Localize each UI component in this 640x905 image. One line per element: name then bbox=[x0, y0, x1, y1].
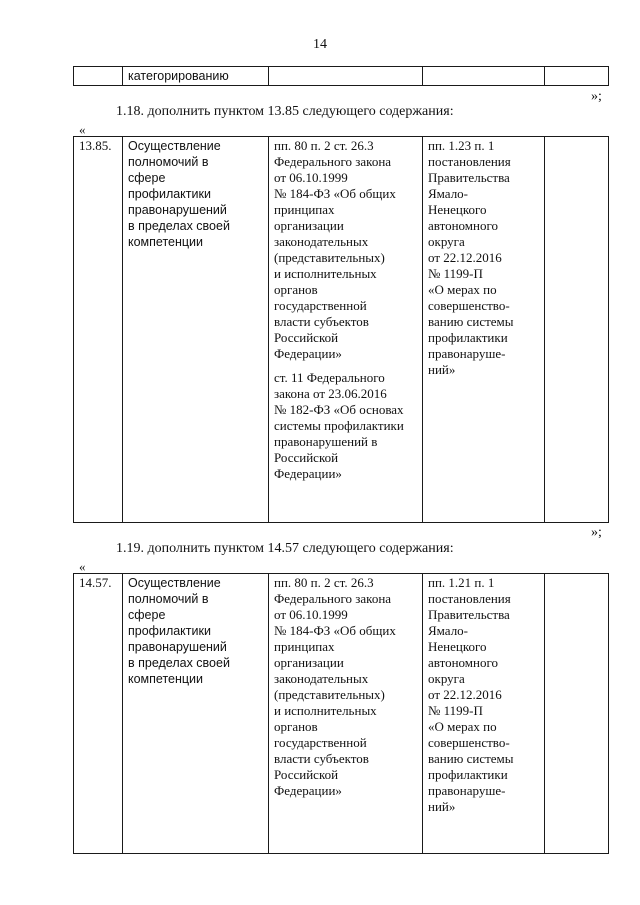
previous-table-tail bbox=[73, 66, 609, 86]
cell-basis: пп. 80 п. 2 ст. 26.3 Федерального закона от 06.10.1999 № 184-ФЗ «Об общих принципах организации законодательных (представительных) и исполнительных органов государственной власти субъектов Российской Федерации» bbox=[269, 574, 423, 854]
cell-regional: пп. 1.21 п. 1 постановления Правительства Ямало- Ненецкого автономного округа от 22.12.2016 № 1199-П «О мерах по совершенство- ванию системы профилактики правонаруше- ний» bbox=[423, 574, 545, 854]
table-row bbox=[74, 137, 609, 523]
cell-empty bbox=[545, 574, 609, 854]
page-number: 14 bbox=[313, 37, 327, 52]
cell-subject: категорированию bbox=[123, 67, 269, 86]
cell-basis bbox=[269, 67, 423, 86]
section-table bbox=[73, 573, 609, 854]
opening-quote: « bbox=[79, 122, 86, 137]
cell-basis: пп. 80 п. 2 ст. 26.3 Федерального закона от 06.10.1999 № 184-ФЗ «Об общих принципах организации законодательных (представительных) и исполнительных органов государственной власти субъектов Российской Федерации» ст. 11 Федерального закона от 23.06.2016 № 182-ФЗ «Об основах системы профилактики правонарушений в Российской Федерации» bbox=[269, 137, 423, 523]
opening-quote: « bbox=[79, 559, 86, 574]
closing-quote: »; bbox=[591, 525, 602, 540]
section-heading: 1.19. дополнить пунктом 14.57 следующего содержания: bbox=[116, 541, 454, 556]
cell-number: 14.57. bbox=[74, 574, 123, 854]
section-heading: 1.18. дополнить пунктом 13.85 следующего содержания: bbox=[116, 104, 454, 119]
table-row bbox=[74, 574, 609, 854]
cell-number bbox=[74, 67, 123, 86]
closing-quote: »; bbox=[591, 89, 602, 104]
cell-empty bbox=[545, 67, 609, 86]
cell-empty bbox=[545, 137, 609, 523]
table-row bbox=[74, 67, 609, 86]
cell-regional: пп. 1.23 п. 1 постановления Правительства Ямало- Ненецкого автономного округа от 22.12.2016 № 1199-П «О мерах по совершенство- ванию системы профилактики правонаруше- ний» bbox=[423, 137, 545, 523]
cell-number: 13.85. bbox=[74, 137, 123, 523]
cell-subject: Осуществление полномочий в сфере профилактики правонарушений в пределах своей компетенции bbox=[123, 574, 269, 854]
cell-subject: Осуществление полномочий в сфере профилактики правонарушений в пределах своей компетенции bbox=[123, 137, 269, 523]
section-table bbox=[73, 136, 609, 523]
cell-regional bbox=[423, 67, 545, 86]
